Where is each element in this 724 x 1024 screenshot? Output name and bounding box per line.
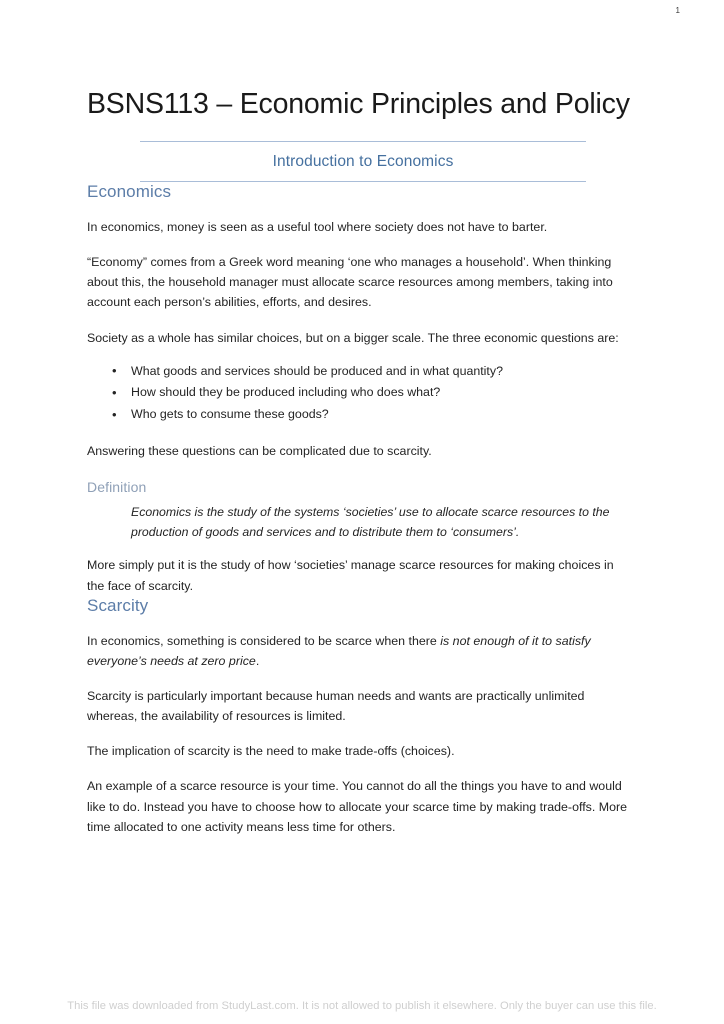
scarcity-paragraph-1-lead: In economics, something is considered to be scarce when there [87,634,441,649]
list-item: • How should they be produced including who does what? [87,382,633,404]
economics-paragraph-1: In economics, money is seen as a useful tool where society does not have to barter. [87,220,548,235]
scarcity-paragraph-1-tail: . [255,654,260,669]
subtitle-block [140,141,586,182]
scarcity-paragraph-1-emphasis: is not enough of it to satisfy everyone’s needs at zero price [87,634,591,669]
economics-paragraph-3: Society as a whole has similar choices, but on a bigger scale. The three economic questions are: [87,330,619,345]
section-heading-economics: Economics [87,181,172,201]
list-item: • What goods and services should be produced and in what quantity? [87,361,633,383]
list-item: • Who gets to consume these goods? [87,404,633,426]
scarcity-paragraph-3: The implication of scarcity is the need to make trade-offs (choices). [87,744,455,759]
definition-quote: Economics is the study of the systems ‘societies’ use to allocate scarce resources to the production of goods and services and to distribute them to ‘consumers’. [131,504,610,539]
economics-paragraph-4: Answering these questions can be complicated due to scarcity. [87,443,432,458]
section-heading-scarcity: Scarcity [87,595,149,615]
page-number: 1 [675,6,680,15]
economics-paragraph-2: “Economy” comes from a Greek word meaning ‘one who manages a household’. When thinking about this, the household manager must allocate scarce resources among members, taking into account each person’s abilities, efforts, and desires. [87,255,613,310]
scarcity-paragraph-1 [87,631,633,671]
document-content [87,0,633,837]
scarcity-paragraph-4: An example of a scarce resource is your time. You cannot do all the things you have to and would like to do. Instead you have to choose how to allocate your scarce time by making trade-offs. More time allocated to one activity means less time for others. [87,779,628,834]
scarcity-paragraph-2: Scarcity is particularly important because human needs and wants are practically unlimited whereas, the availability of resources is limited. [87,689,585,724]
page-title: BSNS113 – Economic Principles and Policy [87,88,630,120]
footer-watermark-note: This file was downloaded from StudyLast.com. It is not allowed to publish it elsewhere. Only the buyer can use this file. [67,1000,657,1012]
economic-questions-list [87,361,633,426]
economics-paragraph-5: More simply put it is the study of how ‘societies’ manage scarce resources for making choices in the face of scarcity. [87,558,614,593]
document-subtitle: Introduction to Economics [272,152,454,170]
definition-heading: Definition [87,478,147,495]
